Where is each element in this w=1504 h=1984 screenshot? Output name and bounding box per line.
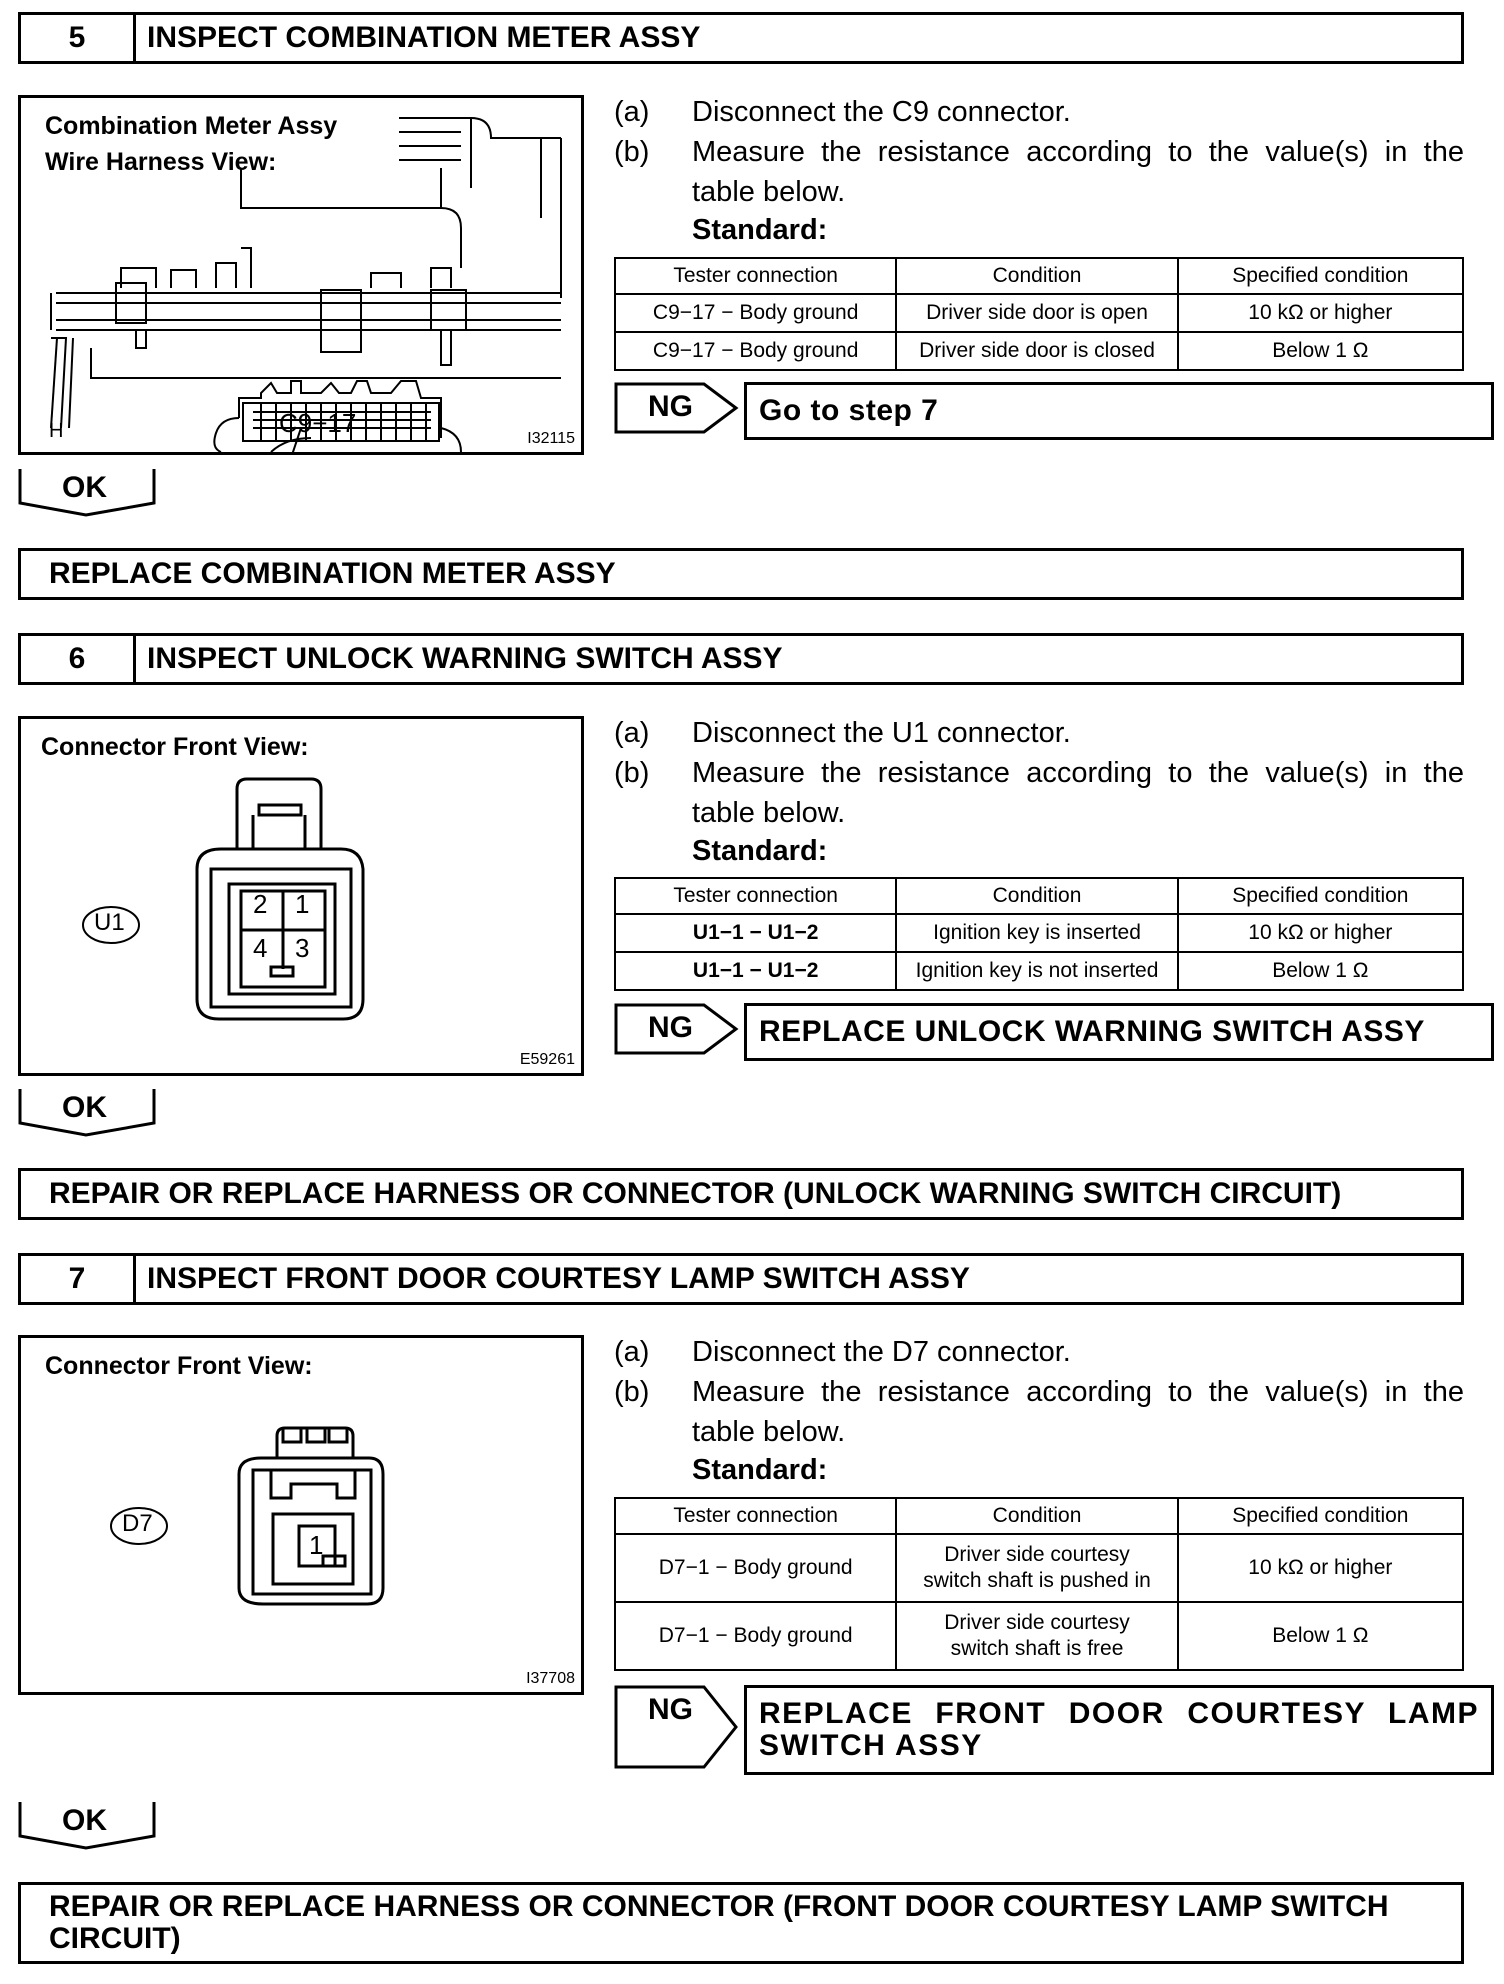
standard-label: Standard: bbox=[692, 1454, 828, 1486]
d7-connector-illustration bbox=[21, 1338, 581, 1692]
pin-3: 3 bbox=[295, 933, 310, 963]
step-5-header bbox=[18, 12, 1464, 64]
step-title: INSPECT UNLOCK WARNING SWITCH ASSY bbox=[147, 642, 783, 675]
result-bar: REPLACE COMBINATION METER ASSY bbox=[18, 548, 1464, 600]
wire-harness-illustration bbox=[21, 98, 581, 452]
table-header: Tester connection bbox=[615, 258, 896, 294]
instruction-label: (b) bbox=[614, 136, 650, 168]
table-header: Tester connection bbox=[615, 1498, 896, 1534]
figure-id: E59261 bbox=[519, 1051, 575, 1068]
table-header: Specified condition bbox=[1178, 1498, 1463, 1534]
table-cell: Driver side door is open bbox=[896, 294, 1177, 332]
pin-4: 4 bbox=[253, 933, 268, 963]
table-header: Condition bbox=[896, 258, 1177, 294]
step-number: 7 bbox=[21, 1256, 136, 1302]
ng-label: NG bbox=[648, 1693, 693, 1726]
table-cell: 10 kΩ or higher bbox=[1178, 294, 1463, 332]
table-cell: Ignition key is inserted bbox=[896, 914, 1177, 952]
ng-branch bbox=[614, 382, 1464, 434]
instruction-a bbox=[614, 713, 1464, 753]
ng-action: Go to step 7 bbox=[744, 382, 1494, 440]
figure-label: Connector Front View: bbox=[41, 733, 309, 761]
table-header: Condition bbox=[896, 878, 1177, 914]
connector-id: U1 bbox=[94, 909, 125, 936]
ng-action: REPLACE UNLOCK WARNING SWITCH ASSY bbox=[744, 1003, 1494, 1061]
pin-1: 1 bbox=[295, 889, 310, 919]
figure-id: I37708 bbox=[526, 1670, 575, 1687]
ok-branch bbox=[18, 467, 158, 519]
table-cell: Driver side courtesy switch shaft is pushed in bbox=[896, 1534, 1177, 1602]
instruction-text: Measure the resistance according to the value(s) in the table below. bbox=[692, 1376, 1464, 1448]
ng-label: NG bbox=[648, 1011, 693, 1044]
result-bar: REPAIR OR REPLACE HARNESS OR CONNECTOR (UNLOCK WARNING SWITCH CIRCUIT) bbox=[18, 1168, 1464, 1220]
spec-table bbox=[614, 877, 1464, 991]
ok-label: OK bbox=[62, 471, 107, 504]
table-cell: Below 1 Ω bbox=[1178, 1602, 1463, 1670]
instruction-text: Disconnect the U1 connector. bbox=[692, 717, 1071, 749]
figure-label: Wire Harness View: bbox=[45, 148, 277, 176]
standard-label: Standard: bbox=[692, 835, 828, 867]
connector-figure bbox=[18, 716, 584, 1076]
h-mark: H bbox=[49, 420, 64, 442]
pin-label: C9−17 bbox=[279, 408, 357, 438]
standard-label: Standard: bbox=[692, 214, 828, 246]
table-cell: Below 1 Ω bbox=[1178, 952, 1463, 990]
table-cell: D7−1 − Body ground bbox=[615, 1534, 896, 1602]
table-header: Specified condition bbox=[1178, 258, 1463, 294]
table-cell: 10 kΩ or higher bbox=[1178, 914, 1463, 952]
instruction-a bbox=[614, 1332, 1464, 1372]
instruction-text: Disconnect the C9 connector. bbox=[692, 96, 1071, 128]
spec-table bbox=[614, 257, 1464, 371]
table-header: Tester connection bbox=[615, 878, 896, 914]
ng-branch bbox=[614, 1685, 1479, 1769]
pin-2: 2 bbox=[253, 889, 268, 919]
instruction-b bbox=[614, 132, 1464, 212]
table-cell: U1−1 − U1−2 bbox=[615, 914, 896, 952]
figure-label: Combination Meter Assy bbox=[45, 112, 338, 140]
ng-action: REPLACE FRONT DOOR COURTESY LAMP SWITCH ASSY bbox=[744, 1685, 1494, 1775]
instruction-label: (a) bbox=[614, 717, 650, 749]
table-cell: Driver side courtesy switch shaft is free bbox=[896, 1602, 1177, 1670]
table-cell: U1−1 − U1−2 bbox=[615, 952, 896, 990]
figure-id: I32115 bbox=[527, 430, 575, 447]
ok-branch bbox=[18, 1800, 158, 1852]
pin-1: 1 bbox=[309, 1530, 324, 1560]
step-7-header bbox=[18, 1253, 1464, 1305]
instruction-b bbox=[614, 753, 1464, 833]
table-cell: Driver side door is closed bbox=[896, 332, 1177, 370]
table-cell: Below 1 Ω bbox=[1178, 332, 1463, 370]
ok-label: OK bbox=[62, 1804, 107, 1837]
table-cell: D7−1 − Body ground bbox=[615, 1602, 896, 1670]
table-header: Condition bbox=[896, 1498, 1177, 1534]
instruction-text: Measure the resistance according to the value(s) in the table below. bbox=[692, 757, 1464, 829]
ok-branch bbox=[18, 1087, 158, 1139]
instruction-b bbox=[614, 1372, 1464, 1452]
instruction-label: (b) bbox=[614, 757, 650, 789]
step-title: INSPECT COMBINATION METER ASSY bbox=[147, 21, 701, 54]
figure-label: Connector Front View: bbox=[45, 1352, 313, 1380]
instruction-label: (b) bbox=[614, 1376, 650, 1408]
step-title: INSPECT FRONT DOOR COURTESY LAMP SWITCH ASSY bbox=[147, 1262, 970, 1295]
connector-figure bbox=[18, 1335, 584, 1695]
spec-table bbox=[614, 1497, 1464, 1671]
table-header: Specified condition bbox=[1178, 878, 1463, 914]
instruction-a bbox=[614, 92, 1464, 132]
table-cell: Ignition key is not inserted bbox=[896, 952, 1177, 990]
table-cell: 10 kΩ or higher bbox=[1178, 1534, 1463, 1602]
instruction-label: (a) bbox=[614, 96, 650, 128]
ok-label: OK bbox=[62, 1091, 107, 1124]
instruction-text: Disconnect the D7 connector. bbox=[692, 1336, 1071, 1368]
instruction-text: Measure the resistance according to the value(s) in the table below. bbox=[692, 136, 1464, 208]
table-cell: C9−17 − Body ground bbox=[615, 294, 896, 332]
result-bar: REPAIR OR REPLACE HARNESS OR CONNECTOR (FRONT DOOR COURTESY LAMP SWITCH CIRCUIT) bbox=[18, 1882, 1464, 1964]
ng-label: NG bbox=[648, 390, 693, 423]
instruction-label: (a) bbox=[614, 1336, 650, 1368]
wire-harness-figure bbox=[18, 95, 584, 455]
ng-branch bbox=[614, 1003, 1464, 1055]
step-6-header bbox=[18, 633, 1464, 685]
table-cell: C9−17 − Body ground bbox=[615, 332, 896, 370]
connector-id: D7 bbox=[122, 1510, 153, 1537]
step-number: 5 bbox=[21, 15, 136, 61]
step-number: 6 bbox=[21, 636, 136, 682]
